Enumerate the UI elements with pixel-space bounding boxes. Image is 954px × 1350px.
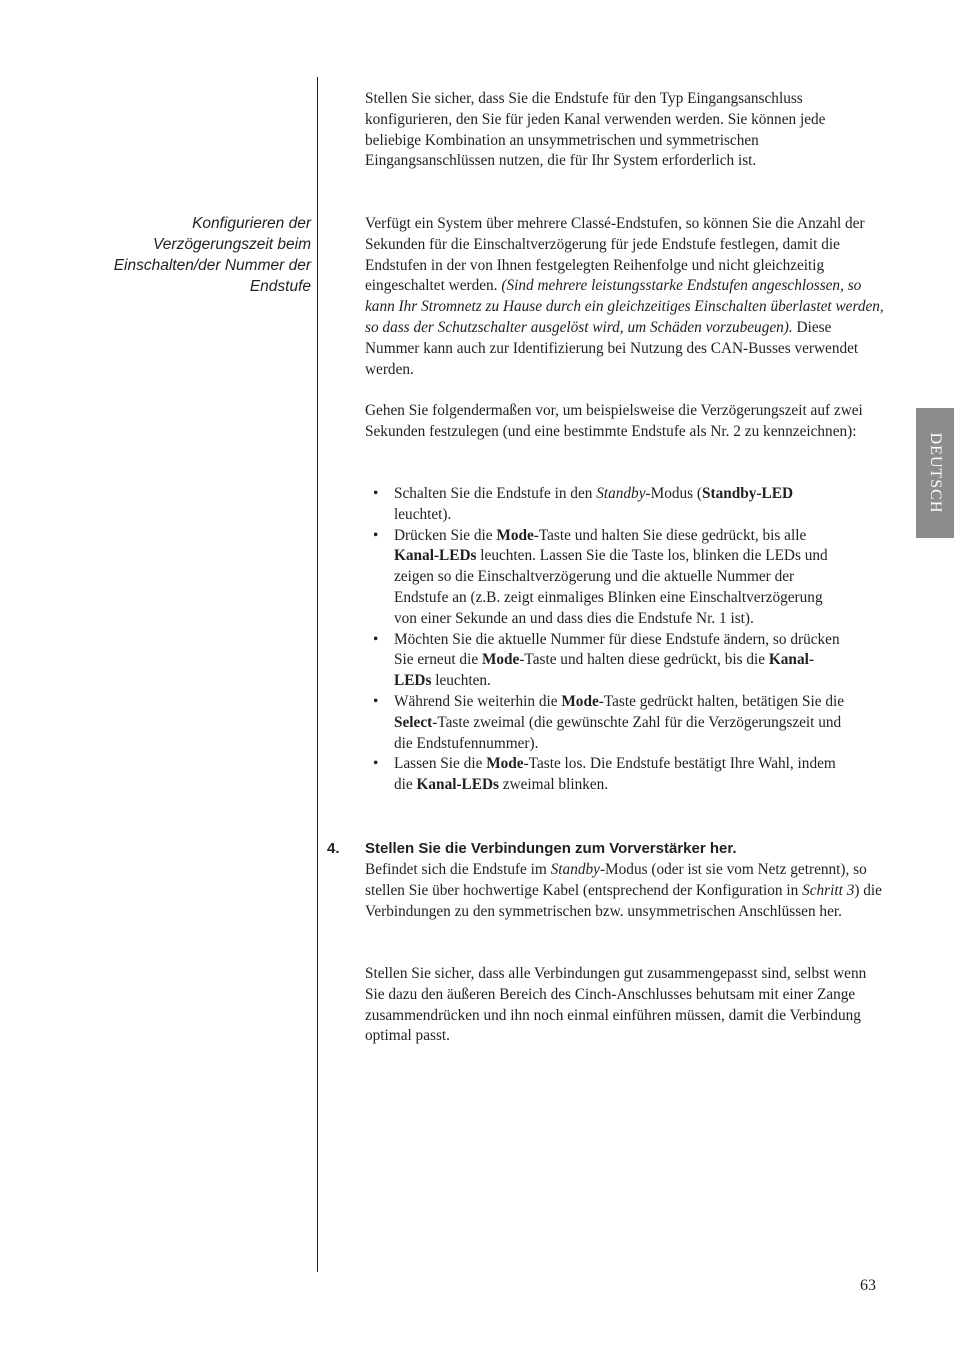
- page-number: 63: [860, 1277, 876, 1294]
- column-divider: [317, 77, 318, 1272]
- list-item: • Während Sie weiterhin die Mode-Taste gedrückt halten, betätigen Sie die Select-Taste zweimal (die gewünschte Zahl für die Verzögerungszeit und die Endstufennummer).: [373, 692, 845, 752]
- language-tab-label: DEUTSCH: [927, 432, 944, 514]
- procedure-intro: Gehen Sie folgendermaßen vor, um beispielsweise die Verzögerungszeit auf zwei Sekunden festzulegen (und eine bestimmte Endstufe als Nr. 2 zu kennzeichnen):: [365, 402, 863, 440]
- list-item: • Lassen Sie die Mode-Taste los. Die Endstufe bestätigt Ihre Wahl, indem die Kanal-LEDs zweimal blinken.: [373, 755, 836, 794]
- intro-paragraph: Stellen Sie sicher, dass Sie die Endstufe für den Typ Eingangsanschluss konfigurieren, den Sie für jeden Kanal verwenden werden. Sie können jede beliebige Kombination an unsymmetrischen und symmetrischen Eingangsanschlüssen nutzen, die für Ihr System erforderlich ist.: [365, 90, 826, 170]
- procedure-list: [365, 484, 845, 796]
- side-heading: Konfigurieren der Verzögerungszeit beim Einschalten/der Nummer der Endstufe: [113, 215, 311, 295]
- step-number: 4.: [327, 840, 340, 857]
- step4-paragraph-1: Befindet sich die Endstufe im Standby-Modus (oder ist sie vom Netz getrennt), so stellen Sie über hochwertige Kabel (entsprechend der Konfiguration in Schritt 3) die Verbindungen zu den symmetrischen bzw. unsymmetrischen Anschlüssen her.: [365, 861, 882, 920]
- bullet-icon: •: [373, 755, 379, 773]
- bullet-icon: •: [373, 692, 379, 710]
- list-item: • Schalten Sie die Endstufe in den Standby-Modus (Standby-LED leuchtet).: [373, 485, 793, 523]
- step4-paragraph-2: Stellen Sie sicher, dass alle Verbindungen gut zusammengepasst sind, selbst wenn Sie dazu den äußeren Bereich des Cinch-Anschlusses behutsam mit einer Zange zusammendrücken und ihn noch einmal einführen müssen, damit die Verbindung optimal passt.: [365, 965, 867, 1045]
- bullet-icon: •: [373, 630, 379, 648]
- list-item: • Drücken Sie die Mode-Taste und halten Sie diese gedrückt, bis alle Kanal-LEDs leuchten. Lassen Sie die Taste los, blinken die LEDs und zeigen so die Einschaltverzögerung und die aktuelle Nummer der Endstufe an (z.B. zeigt einmaliges Blinken eine Einschaltverzögerung von einer Sekunde an und dass dies die Endstufe Nr. 1 ist).: [373, 526, 828, 627]
- step-title: Stellen Sie die Verbindungen zum Vorverstärker her.: [365, 840, 737, 857]
- delay-paragraph: Verfügt ein System über mehrere Classé-Endstufen, so können Sie die Anzahl der Sekunden für die Einschaltverzögerung für jede Endstufe festlegen, damit die Endstufen in der von Ihnen festgelegten Reihenfolge und nicht gleichzeitig eingeschaltet werden. (Sind mehrere leistungsstarke Endstufen angeschlossen, so kann Ihr Stromnetz zu Hause durch ein gleichzeitiges Einschalten überlastet werden, so dass der Schutzschalter ausgelöst wird, um Schäden vorzubeugen). Diese Nummer kann auch zur Identifizierung bei Nutzung des CAN-Busses verwendet werden.: [365, 215, 884, 378]
- bullet-icon: •: [373, 485, 379, 502]
- language-tab: [916, 408, 954, 538]
- bullet-icon: •: [373, 526, 379, 544]
- list-item: • Möchten Sie die aktuelle Nummer für diese Endstufe ändern, so drücken Sie erneut die Mode-Taste und halten diese gedrückt, bis die Kanal-LEDs leuchten.: [373, 630, 840, 690]
